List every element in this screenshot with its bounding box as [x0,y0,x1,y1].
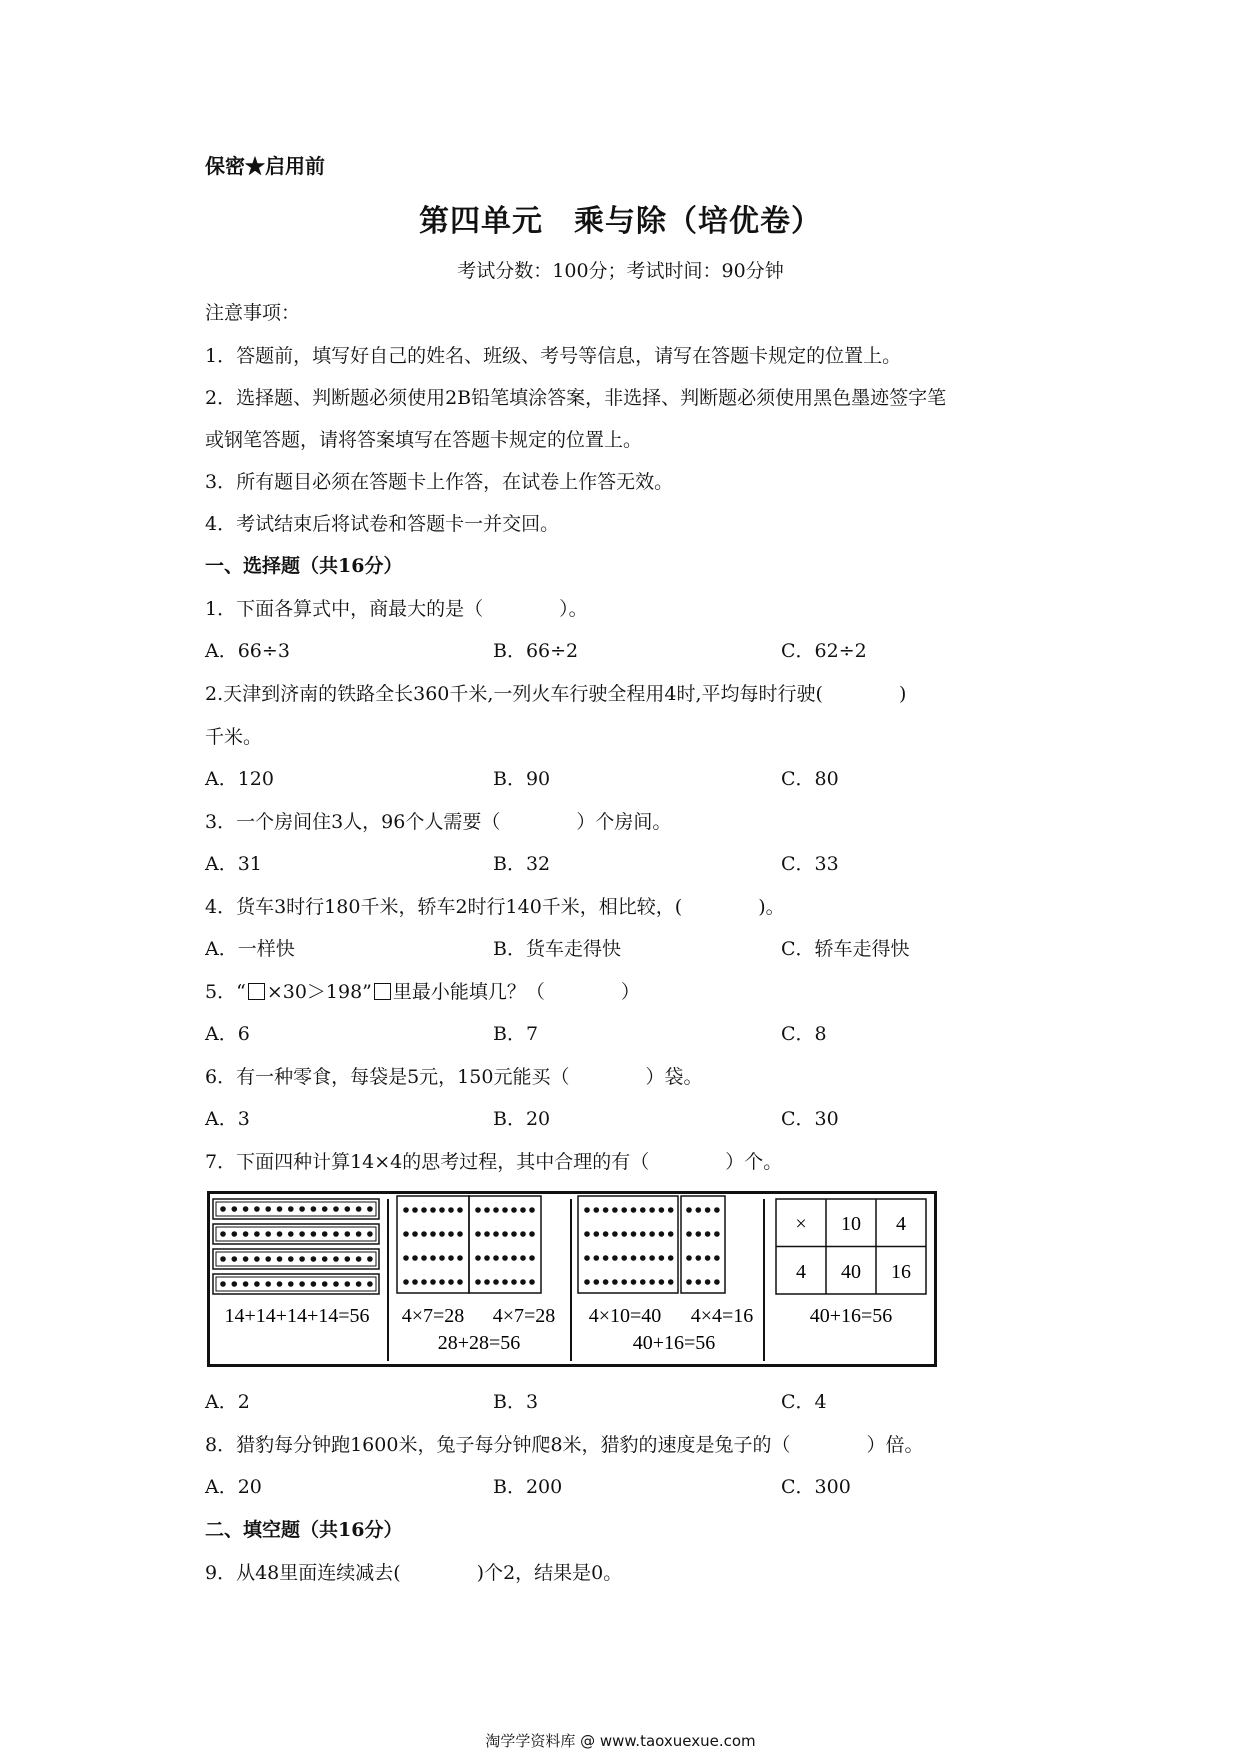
dot [659,1231,665,1237]
dot [412,1207,418,1213]
panel-4-caption: 40+16=56 [809,1305,893,1327]
option-b: B．3 [493,1391,539,1413]
dot [277,1206,283,1212]
option-a: A．2 [205,1391,250,1413]
dot [421,1255,427,1261]
dot [288,1231,294,1237]
notes-heading: 注意事项： [205,302,301,324]
dot [475,1231,481,1237]
dot [612,1279,618,1285]
dot [448,1255,454,1261]
dot [367,1206,373,1212]
option-b: B．200 [493,1476,563,1498]
dot [232,1256,238,1262]
dot [333,1281,339,1287]
dot [277,1281,283,1287]
dot [594,1207,600,1213]
option-c: C．轿车走得快 [781,938,910,960]
dot [243,1256,249,1262]
dot [529,1207,535,1213]
dot [603,1231,609,1237]
dot [594,1231,600,1237]
option-a: A．20 [205,1476,262,1498]
dot [649,1279,655,1285]
dot [333,1206,339,1212]
dot [254,1256,260,1262]
dot [243,1206,249,1212]
footer-watermark: 淘学学资料库 @ www.taoxuexue.com [485,1732,756,1750]
dot [705,1207,711,1213]
dot [345,1231,351,1237]
dot [714,1255,720,1261]
dot [621,1231,627,1237]
dot [277,1231,283,1237]
dot [439,1207,445,1213]
dot [243,1231,249,1237]
option-c: C．80 [781,768,839,790]
dot [439,1279,445,1285]
dot [584,1279,590,1285]
dot [621,1279,627,1285]
dot [448,1207,454,1213]
dot [299,1281,305,1287]
dot [220,1281,226,1287]
dot [696,1207,702,1213]
dot [502,1255,508,1261]
table-cell: 16 [891,1261,911,1283]
section-heading-choice: 一、选择题（共16分） [205,555,403,577]
dot [421,1279,427,1285]
section-heading-fill: 二、填空题（共16分） [205,1519,403,1541]
dot [493,1207,499,1213]
dot [448,1231,454,1237]
panel-4-table [776,1199,926,1294]
dot [640,1279,646,1285]
dot [696,1231,702,1237]
option-a: A．3 [205,1108,250,1130]
panel-3-caption-bottom: 40+16=56 [632,1332,716,1354]
dot [686,1255,692,1261]
dot [430,1279,436,1285]
dot [243,1281,249,1287]
dot [412,1279,418,1285]
dot [430,1207,436,1213]
option-c: C．33 [781,853,839,875]
dot [612,1231,618,1237]
dot [254,1231,260,1237]
dot [520,1207,526,1213]
question-7: 7．下面四种计算14×4的思考过程，其中合理的有（ ）个。 [205,1151,783,1173]
dot [367,1281,373,1287]
question-5 [205,977,640,1004]
dot [511,1279,517,1285]
dot [265,1231,271,1237]
question-2-cont: 千米。 [205,726,263,748]
dot [502,1279,508,1285]
dot [403,1255,409,1261]
dot [714,1231,720,1237]
dot [265,1256,271,1262]
dot [448,1279,454,1285]
option-c: C．30 [781,1108,839,1130]
dot [403,1207,409,1213]
exam-info: 考试分数：100分；考试时间：90分钟 [457,260,784,282]
dot [288,1281,294,1287]
question-5-mid: ×30＞198” [266,981,372,1003]
thinking-process-figure [207,1191,937,1367]
dot [345,1281,351,1287]
option-b: B．32 [493,853,551,875]
panel-3 [578,1196,725,1293]
dot-row-inner-frame [216,1227,376,1241]
dot [412,1255,418,1261]
dot [649,1255,655,1261]
dot [714,1207,720,1213]
dot [631,1279,637,1285]
dot [220,1231,226,1237]
dot [594,1279,600,1285]
note-item: 2．选择题、判断题必须使用2B铅笔填涂答案，非选择、判断题必须使用黑色墨迹签字笔 [205,387,947,409]
dot [621,1255,627,1261]
dot [686,1231,692,1237]
dot [649,1231,655,1237]
table-cell: 4 [896,1213,906,1235]
dot [594,1255,600,1261]
question-3: 3．一个房间住3人，96个人需要（ ）个房间。 [205,811,672,833]
panel-3-caption-right: 4×4=16 [690,1305,754,1327]
dot [475,1255,481,1261]
question-2: 2.天津到济南的铁路全长360千米,一列火车行驶全程用4时,平均每时行驶( ) [205,683,907,705]
dot [612,1207,618,1213]
dot [603,1255,609,1261]
dot [299,1206,305,1212]
note-item: 3．所有题目必须在答题卡上作答，在试卷上作答无效。 [205,471,674,493]
dot [520,1231,526,1237]
table-cell: 40 [841,1261,861,1283]
blank-box-icon [374,983,391,1000]
dot [484,1255,490,1261]
dot [668,1207,674,1213]
dot [696,1279,702,1285]
dot [584,1231,590,1237]
dot-row-inner-frame [216,1252,376,1266]
dot [430,1255,436,1261]
question-9: 9．从48里面连续减去( )个2，结果是0。 [205,1562,623,1584]
dot [649,1207,655,1213]
dot [439,1231,445,1237]
dot [659,1255,665,1261]
dot [457,1279,463,1285]
dot [640,1207,646,1213]
dot-row-inner-frame [216,1202,376,1216]
panel-2-caption-left: 4×7=28 [401,1305,465,1327]
dot [288,1256,294,1262]
dot [714,1279,720,1285]
dot [631,1231,637,1237]
dot [345,1256,351,1262]
dot [529,1231,535,1237]
dot [520,1255,526,1261]
dot [621,1207,627,1213]
option-a: A．66÷3 [205,640,290,662]
option-b: B．货车走得快 [493,938,621,960]
dot [254,1206,260,1212]
dot [612,1255,618,1261]
option-a: A．120 [205,768,274,790]
dot [705,1255,711,1261]
panel-2-caption-bottom: 28+28=56 [437,1332,521,1354]
question-8: 8．猎豹每分钟跑1600米，兔子每分钟爬8米，猎豹的速度是兔子的（ ）倍。 [205,1434,924,1456]
dot [220,1206,226,1212]
question-6: 6．有一种零食，每袋是5元，150元能买（ ）袋。 [205,1066,703,1088]
dot [412,1231,418,1237]
question-4: 4．货车3时行180千米，轿车2时行140千米，相比较，( )。 [205,896,785,918]
dot [631,1207,637,1213]
question-1: 1．下面各算式中，商最大的是（ ）。 [205,598,588,620]
option-b: B．66÷2 [493,640,579,662]
dot [322,1231,328,1237]
dot [584,1255,590,1261]
option-c: C．62÷2 [781,640,867,662]
secret-label: 保密★启用前 [205,154,325,178]
dot [640,1231,646,1237]
dot [493,1231,499,1237]
table-cell: × [795,1213,807,1235]
dot [232,1281,238,1287]
dot [311,1231,317,1237]
dot [484,1279,490,1285]
dot [705,1279,711,1285]
dot [696,1255,702,1261]
dot [311,1256,317,1262]
panel-1-caption: 14+14+14+14=56 [224,1305,370,1327]
dot [439,1255,445,1261]
dot [345,1206,351,1212]
dot [367,1231,373,1237]
dot [502,1231,508,1237]
option-a: A．31 [205,853,262,875]
dot [220,1256,226,1262]
option-a: A．一样快 [205,938,295,960]
dot [603,1279,609,1285]
dot [333,1231,339,1237]
dot [311,1281,317,1287]
dot [299,1231,305,1237]
dot [493,1255,499,1261]
dot [659,1279,665,1285]
table-cell: 10 [841,1213,861,1235]
dot [430,1231,436,1237]
dot [584,1207,590,1213]
panel-2 [397,1196,541,1293]
dot [367,1256,373,1262]
dot [265,1281,271,1287]
dot [705,1231,711,1237]
dot [484,1207,490,1213]
dot [529,1279,535,1285]
dot [603,1207,609,1213]
dot [322,1206,328,1212]
dot [640,1255,646,1261]
option-c: C．4 [781,1391,827,1413]
dot [457,1207,463,1213]
question-5-pre: 5．“ [205,981,246,1003]
dot-row-inner-frame [216,1277,376,1291]
dot [322,1281,328,1287]
dot [421,1207,427,1213]
dot [502,1207,508,1213]
dot [356,1256,362,1262]
dot [356,1231,362,1237]
dot [686,1279,692,1285]
option-b: B．20 [493,1108,551,1130]
dot [511,1255,517,1261]
dot [403,1231,409,1237]
dot [668,1255,674,1261]
note-item: 1．答题前，填写好自己的姓名、班级、考号等信息，请写在答题卡规定的位置上。 [205,345,902,367]
dot [457,1255,463,1261]
dot [511,1207,517,1213]
table-cell: 4 [796,1261,806,1283]
dot [668,1279,674,1285]
option-c: C．8 [781,1023,827,1045]
panel-3-caption-left: 4×10=40 [588,1305,662,1327]
dot [421,1231,427,1237]
dot [277,1256,283,1262]
option-c: C．300 [781,1476,851,1498]
dot [403,1279,409,1285]
dot [265,1206,271,1212]
dot [356,1281,362,1287]
dot [631,1255,637,1261]
dot [475,1279,481,1285]
dot [659,1207,665,1213]
dot [475,1207,481,1213]
dot [686,1207,692,1213]
dot [232,1231,238,1237]
dot [529,1255,535,1261]
panel-1 [213,1199,379,1294]
option-a: A．6 [205,1023,250,1045]
dot [288,1206,294,1212]
question-5-post: 里最小能填几？（ ） [392,981,640,1003]
note-item: 或钢笔答题，请将答案填写在答题卡规定的位置上。 [205,429,643,451]
dot [511,1231,517,1237]
dot [254,1281,260,1287]
dot [493,1279,499,1285]
option-b: B．7 [493,1023,539,1045]
dot [520,1279,526,1285]
dot [299,1256,305,1262]
option-b: B．90 [493,768,551,790]
dot [668,1231,674,1237]
dot [457,1231,463,1237]
note-item: 4．考试结束后将试卷和答题卡一并交回。 [205,513,560,535]
panel-2-caption-right: 4×7=28 [492,1305,556,1327]
dot [322,1256,328,1262]
dot [333,1256,339,1262]
dot [311,1206,317,1212]
dot [232,1206,238,1212]
dot [356,1206,362,1212]
page-title: 第四单元 乘与除（培优卷） [419,204,822,239]
dot [484,1231,490,1237]
blank-box-icon [248,983,265,1000]
